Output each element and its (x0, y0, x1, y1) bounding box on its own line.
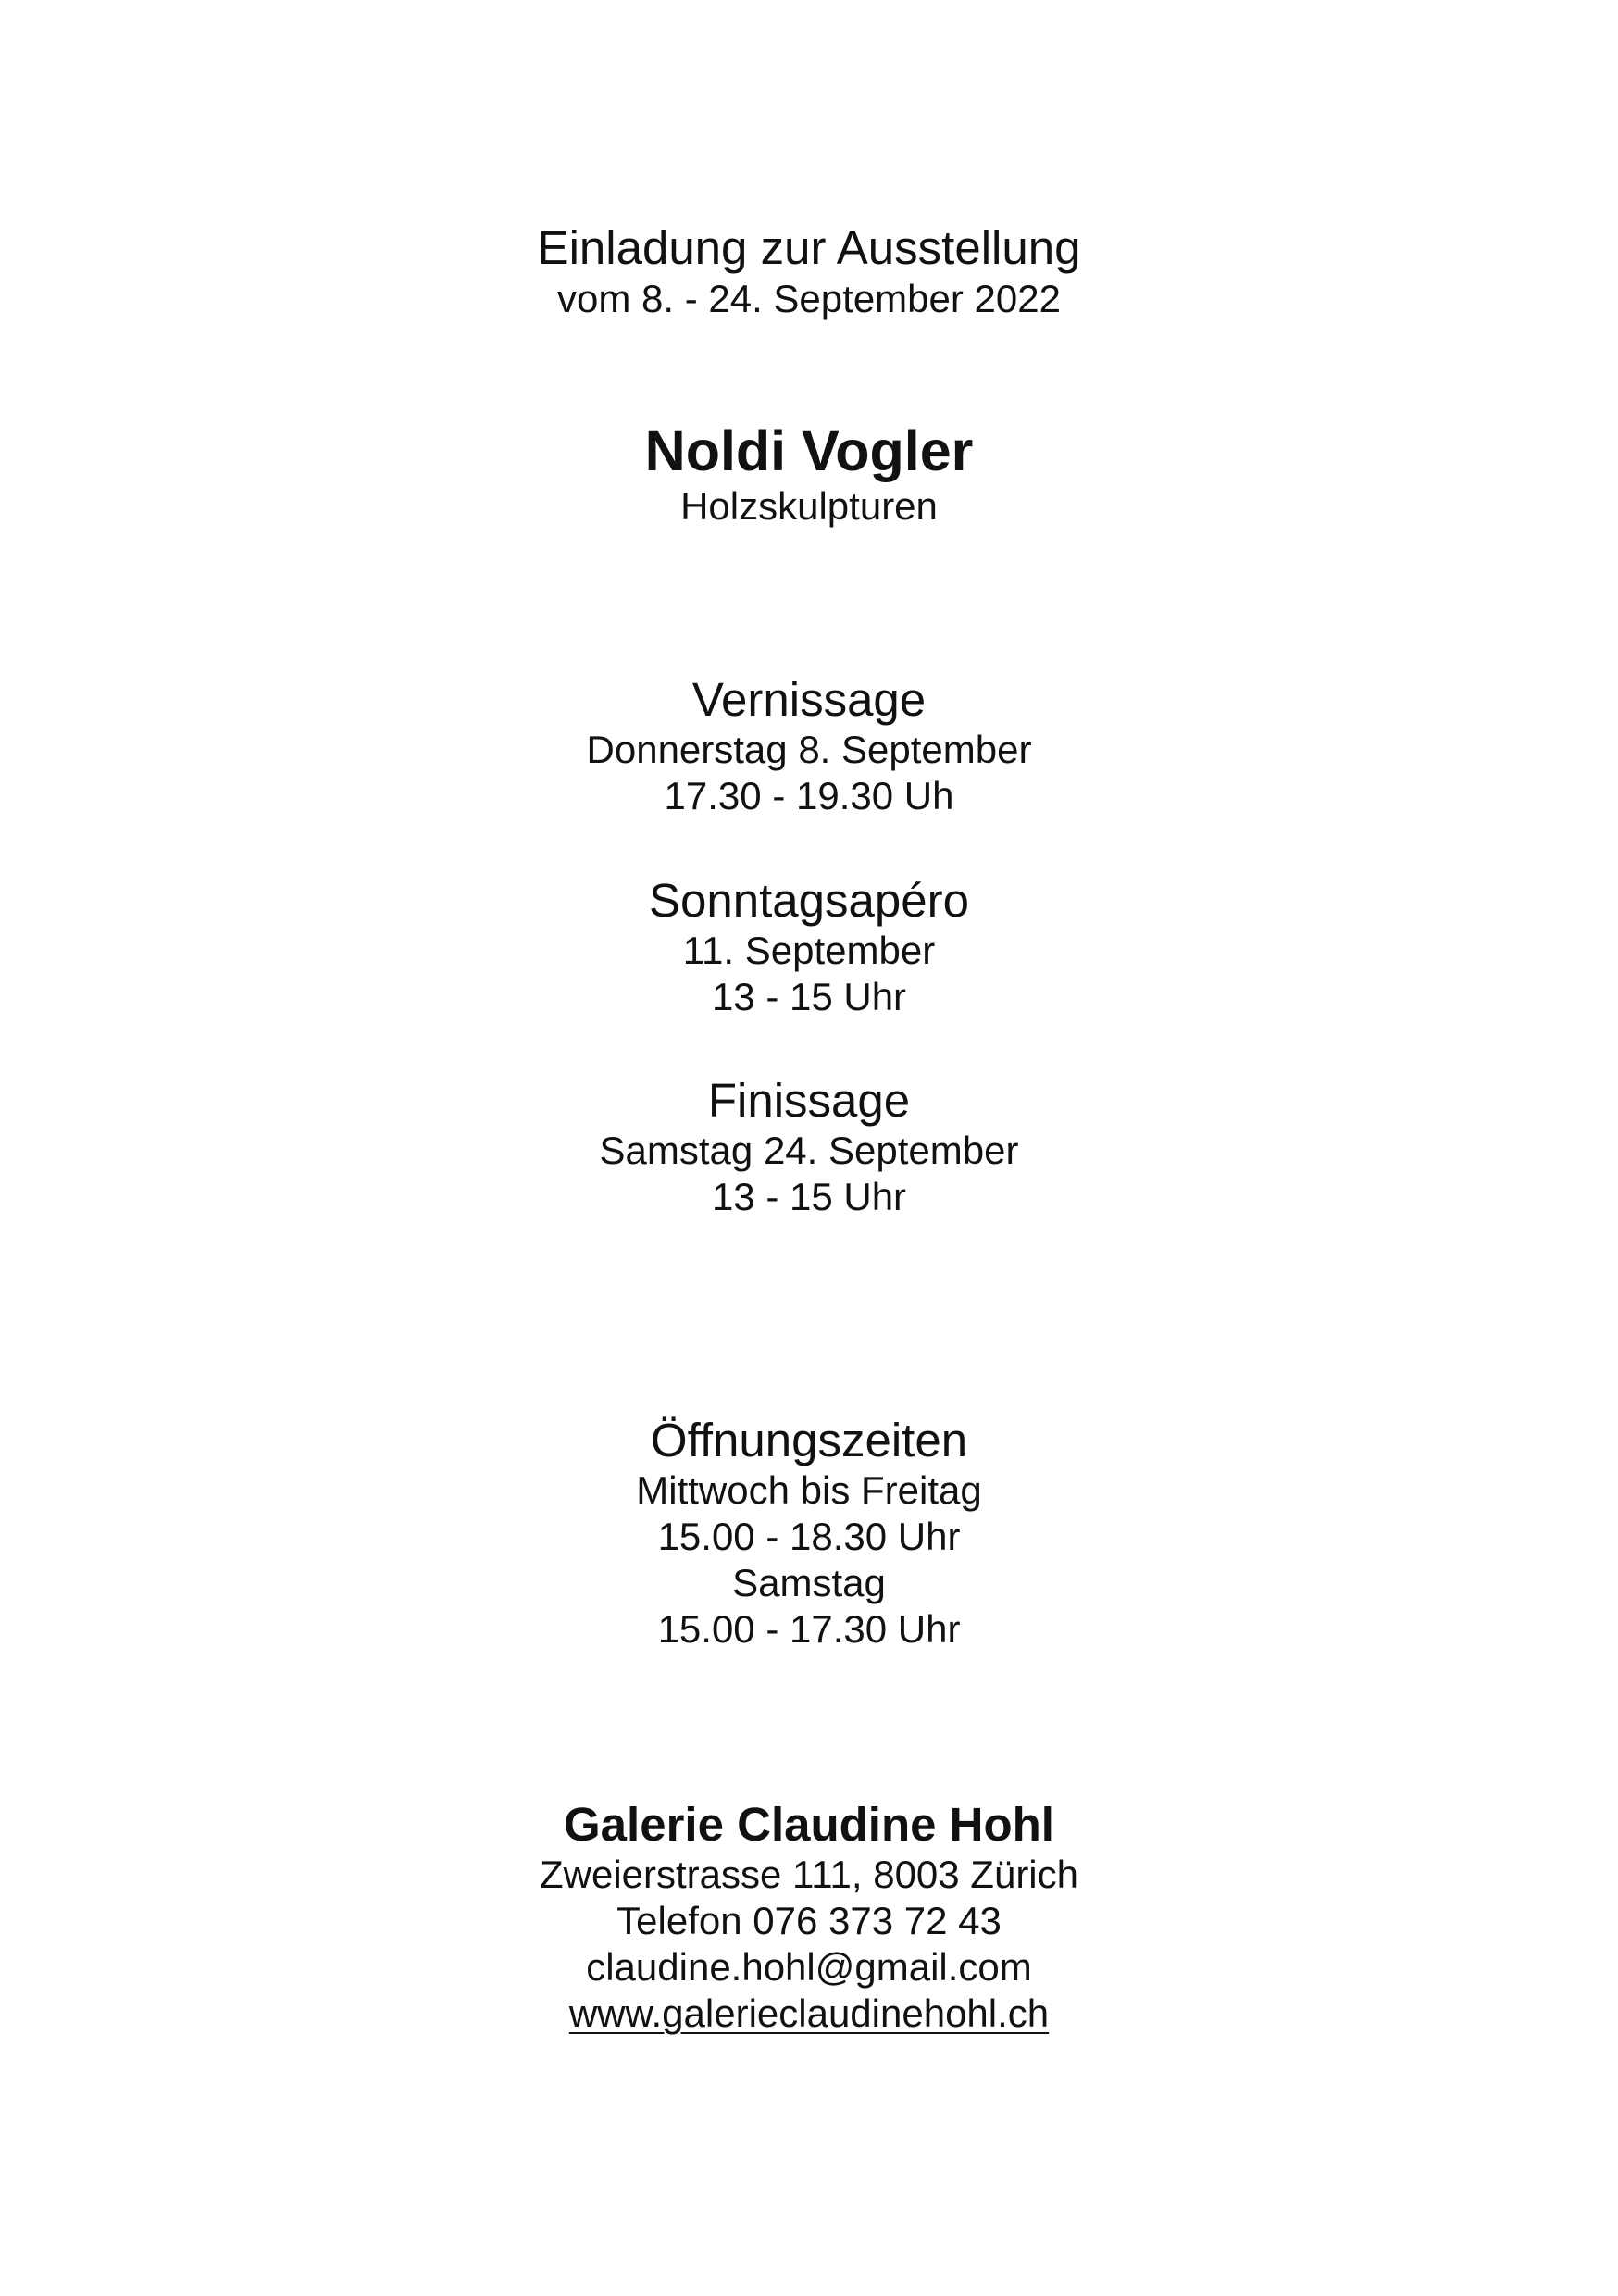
event-time-finissage: 13 - 15 Uhr (711, 1175, 907, 1218)
invitation-heading: Einladung zur Ausstellung (537, 221, 1081, 274)
gallery-address: Zweierstrasse 111, 8003 Zürich (539, 1853, 1079, 1896)
gallery-phone: Telefon 076 373 72 43 (616, 1899, 1002, 1942)
event-title-vernissage: Vernissage (691, 673, 927, 726)
event-title-finissage: Finissage (707, 1074, 911, 1127)
gallery-name: Galerie Claudine Hohl (564, 1798, 1054, 1851)
gallery-email: claudine.hohl@gmail.com (586, 1945, 1032, 1989)
artist-name: Noldi Vogler (644, 419, 974, 482)
exhibition-dates: vom 8. - 24. September 2022 (557, 277, 1061, 320)
gallery-website-row (0, 1991, 1618, 2035)
opening-hours-saturday: Samstag (732, 1561, 886, 1604)
event-date-finissage: Samstag 24. September (599, 1129, 1019, 1172)
event-time-sonntagsapero: 13 - 15 Uhr (711, 975, 907, 1018)
gallery-website-link[interactable]: www.galerieclaudinehohl.ch (568, 1991, 1050, 2035)
opening-hours-saturday-time: 15.00 - 17.30 Uhr (657, 1607, 961, 1651)
opening-hours-weekdays: Mittwoch bis Freitag (636, 1468, 982, 1512)
opening-hours-weekdays-time: 15.00 - 18.30 Uhr (657, 1515, 961, 1558)
opening-hours-title: Öffnungszeiten (650, 1414, 968, 1466)
event-date-sonntagsapero: 11. September (682, 929, 936, 972)
artist-medium: Holzskulpturen (680, 484, 938, 528)
event-title-sonntagsapero: Sonntagsapéro (649, 874, 969, 927)
event-date-vernissage: Donnerstag 8. September (586, 728, 1032, 771)
event-time-vernissage: 17.30 - 19.30 Uh (664, 774, 954, 817)
